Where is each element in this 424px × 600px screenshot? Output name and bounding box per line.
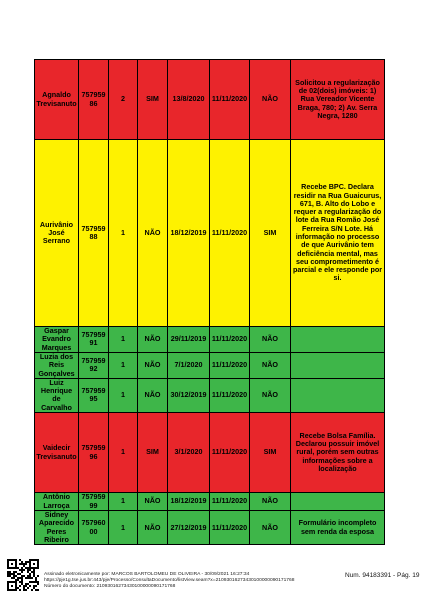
- process-id: 75795988: [79, 140, 109, 327]
- process-id: 75795991: [79, 327, 109, 353]
- date-cell: 18/12/2019: [168, 140, 210, 327]
- response-cell: NÃO: [138, 352, 168, 378]
- result-cell: NÃO: [250, 60, 291, 140]
- result-cell: NÃO: [250, 493, 291, 511]
- response-cell: NÃO: [138, 140, 168, 327]
- date-cell: 11/11/2020: [210, 140, 250, 327]
- person-name: Sidney Aparecido Peres Ribeiro: [35, 511, 79, 545]
- signature-line: Assinado eletronicamente por: MARCOS BARTOLOMEU DE OLIVEIRA - 30/09/2021 16:27:34: [44, 572, 250, 577]
- date-cell: 29/11/2019: [168, 327, 210, 353]
- observation-cell: Recebe Bolsa Família. Declarou possuir imóvel rural, porém sem outras informações sobre a localização: [291, 413, 385, 493]
- count-cell: 1: [109, 493, 138, 511]
- observation-cell: [291, 352, 385, 378]
- observation-cell: [291, 327, 385, 353]
- table-row: [35, 378, 385, 412]
- table-row: [35, 140, 385, 327]
- table-row: [35, 511, 385, 545]
- date-cell: 11/11/2020: [210, 60, 250, 140]
- document-number: Número do documento: 21093016273430100000090171768: [44, 584, 176, 589]
- date-cell: 11/11/2020: [210, 413, 250, 493]
- date-cell: 11/11/2020: [210, 493, 250, 511]
- response-cell: SIM: [138, 413, 168, 493]
- count-cell: 1: [109, 413, 138, 493]
- observation-cell: [291, 493, 385, 511]
- result-cell: SIM: [250, 140, 291, 327]
- date-cell: 7/1/2020: [168, 352, 210, 378]
- date-cell: 27/12/2019: [168, 511, 210, 545]
- table-row: [35, 493, 385, 511]
- person-name: Luiz Henrique de Carvalho: [35, 378, 79, 412]
- person-name: Luzia dos Reis Gonçalves: [35, 352, 79, 378]
- observation-cell: Solicitou a regularização de 02(dois) imóveis: 1) Rua Vereador Vicente Braga, 780; 2) Av. Serra Negra, 1280: [291, 60, 385, 140]
- count-cell: 1: [109, 140, 138, 327]
- process-id: 75795995: [79, 378, 109, 412]
- process-id: 75796000: [79, 511, 109, 545]
- result-cell: SIM: [250, 413, 291, 493]
- result-cell: NÃO: [250, 378, 291, 412]
- response-cell: NÃO: [138, 327, 168, 353]
- response-cell: NÃO: [138, 378, 168, 412]
- count-cell: 1: [109, 327, 138, 353]
- response-cell: NÃO: [138, 493, 168, 511]
- observation-cell: Formulário incompleto sem renda da esposa: [291, 511, 385, 545]
- date-cell: 18/12/2019: [168, 493, 210, 511]
- process-id: 75795986: [79, 60, 109, 140]
- date-cell: 3/1/2020: [168, 413, 210, 493]
- date-cell: 11/11/2020: [210, 511, 250, 545]
- table-row: [35, 60, 385, 140]
- records-table: [34, 59, 385, 545]
- process-id: 75795996: [79, 413, 109, 493]
- count-cell: 1: [109, 511, 138, 545]
- document-url[interactable]: https://pje1g.tse.jus.br:443/pje/Processo/ConsultaDocumento/listView.seam?x=21093016273430100000090171768: [44, 578, 295, 583]
- qr-code-icon: [7, 559, 39, 591]
- result-cell: NÃO: [250, 511, 291, 545]
- count-cell: 1: [109, 378, 138, 412]
- count-cell: 2: [109, 60, 138, 140]
- person-name: Agnaldo Trevisanuto: [35, 60, 79, 140]
- date-cell: 11/11/2020: [210, 378, 250, 412]
- person-name: Gaspar Evandro Marques: [35, 327, 79, 353]
- observation-cell: [291, 378, 385, 412]
- observation-cell: Recebe BPC. Declara residir na Rua Guaicurus, 671, B. Alto do Lobo e requer a regularização do lote da Rua Romão José Ferreira S/N Lote. Há informação no processo de que Aurivânio tem deficiência mental, mas seu comprometimento é parcial e ele responde por si.: [291, 140, 385, 327]
- person-name: Aurivânio José Serrano: [35, 140, 79, 327]
- process-id: 75795999: [79, 493, 109, 511]
- date-cell: 11/11/2020: [210, 352, 250, 378]
- table-row: [35, 352, 385, 378]
- result-cell: NÃO: [250, 327, 291, 353]
- count-cell: 1: [109, 352, 138, 378]
- table-row: [35, 327, 385, 353]
- response-cell: SIM: [138, 60, 168, 140]
- person-name: Vaidecir Trevisanuto: [35, 413, 79, 493]
- person-name: Antônio Larroça: [35, 493, 79, 511]
- date-cell: 11/11/2020: [210, 327, 250, 353]
- process-id: 75795992: [79, 352, 109, 378]
- date-cell: 13/8/2020: [168, 60, 210, 140]
- document-footer: [0, 556, 424, 600]
- page-number: Num. 94183391 - Pág. 19: [345, 572, 420, 579]
- response-cell: NÃO: [138, 511, 168, 545]
- date-cell: 30/12/2019: [168, 378, 210, 412]
- result-cell: NÃO: [250, 352, 291, 378]
- table-row: [35, 413, 385, 493]
